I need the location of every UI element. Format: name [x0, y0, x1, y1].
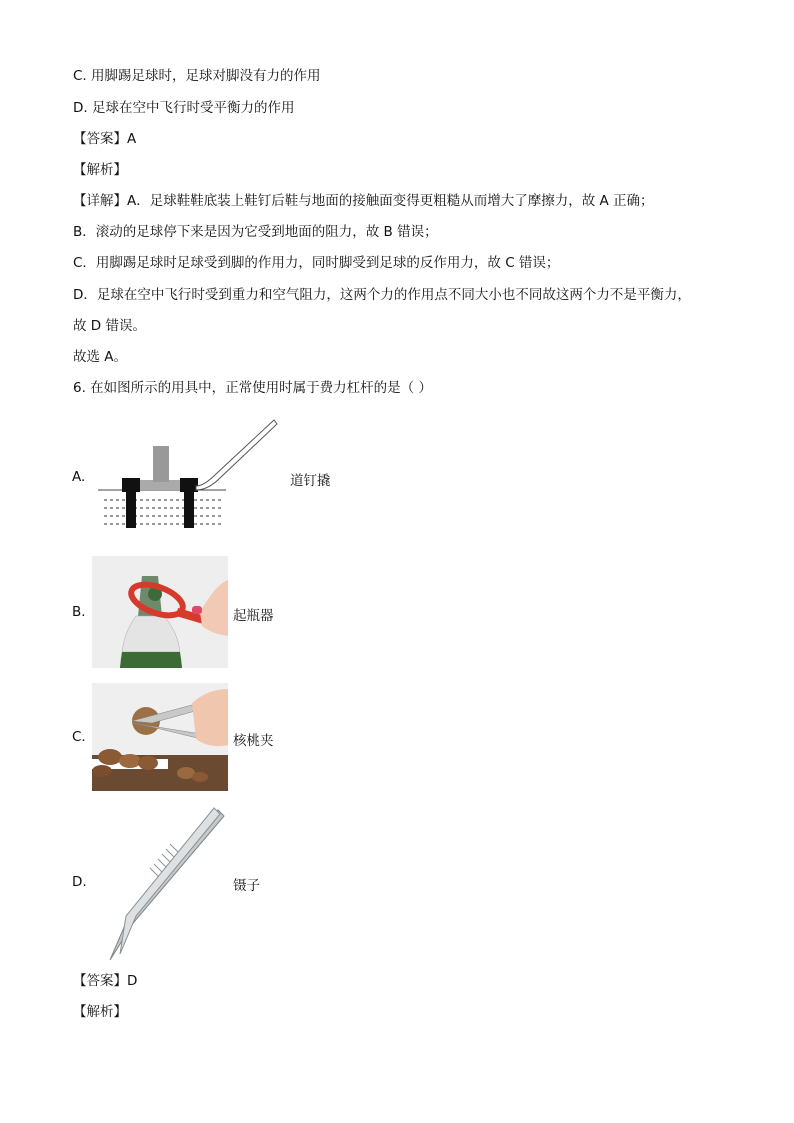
- answer-label-2: 【答案】D: [73, 973, 138, 989]
- spike-puller-diagram: [96, 414, 281, 532]
- detail-a: 【详解】A．足球鞋鞋底装上鞋钉后鞋与地面的接触面变得更粗糙从而增大了摩擦力，故 A 正确；: [73, 193, 654, 209]
- analysis-label: 【解析】: [73, 162, 127, 178]
- option-d-name: 镊子: [233, 878, 260, 894]
- option-c-label: C.: [72, 729, 86, 745]
- detail-d-line1: D．足球在空中飞行时受到重力和空气阻力，这两个力的作用点不同大小也不同故这两个力不是平衡力，: [73, 287, 691, 303]
- option-b-label: B.: [72, 604, 86, 620]
- bottle-opener-photo: [92, 556, 228, 668]
- tweezers-photo: [106, 804, 226, 962]
- option-a-label: A.: [72, 469, 86, 485]
- conclusion: 故选 A。: [73, 349, 128, 365]
- nutcracker-photo: [92, 683, 228, 791]
- option-c-name: 核桃夹: [233, 733, 274, 749]
- answer-label: 【答案】A: [73, 131, 137, 147]
- detail-b: B．滚动的足球停下来是因为它受到地面的阻力，故 B 错误；: [73, 224, 438, 240]
- option-d-label: D.: [72, 874, 87, 890]
- detail-c: C．用脚踢足球时足球受到脚的作用力，同时脚受到足球的反作用力，故 C 错误；: [73, 255, 560, 271]
- option-a-name: 道钉撬: [290, 473, 331, 489]
- question-6: 6. 在如图所示的用具中，正常使用时属于费力杠杆的是（ ）: [73, 380, 432, 396]
- analysis-label-2: 【解析】: [73, 1004, 127, 1020]
- option-b-name: 起瓶器: [233, 608, 274, 624]
- option-c-text: C. 用脚踢足球时，足球对脚没有力的作用: [73, 68, 321, 84]
- option-d-text: D. 足球在空中飞行时受平衡力的作用: [73, 100, 295, 116]
- detail-d-line2: 故 D 错误。: [73, 318, 146, 334]
